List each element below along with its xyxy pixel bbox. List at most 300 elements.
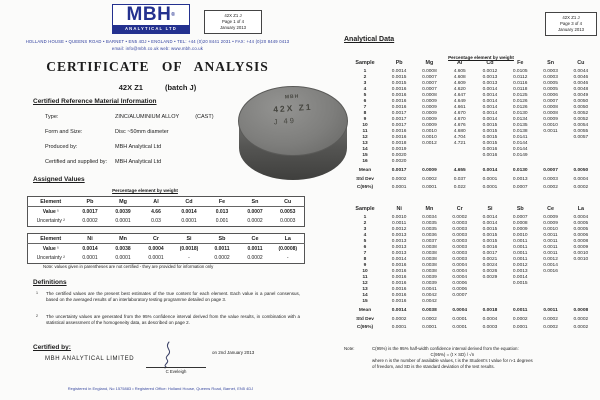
logo-wordmark: [113, 5, 189, 25]
cell-value: 0.0011: [543, 239, 558, 244]
cell-value: 4.605: [453, 69, 466, 74]
cell-value: (0.0008): [278, 245, 298, 252]
table-row: [346, 305, 596, 314]
cell-value: 0.0003: [452, 233, 468, 238]
row-label: 4: [363, 233, 367, 238]
cell-value: 0.0013: [482, 81, 498, 86]
confidence-equation: C(95%) = (t × SD) / √n: [430, 352, 475, 358]
registration-footer: Registered in England, No 1575883 • Registered Office: Holland House, Queens Road, Barnet, EN5 4DJ: [67, 386, 254, 391]
crm-value: MBH Analytical Ltd: [115, 159, 162, 165]
sample-disc-photo: [238, 86, 348, 196]
registered-trademark-icon: ®: [171, 12, 176, 18]
row-label: 5: [363, 93, 367, 98]
crm-extra: (CAST): [195, 114, 214, 120]
cell-value: 0.0020: [391, 159, 407, 164]
cell-value: 0.0035: [422, 227, 437, 232]
cell-value: Si: [487, 206, 493, 212]
cell-value: 0.0001: [452, 325, 468, 330]
cell-value: 0.0007: [512, 215, 528, 220]
cell-value: 0.0038: [422, 269, 437, 274]
cell-value: 0.0014: [482, 215, 498, 220]
cell-value: 0.0009: [422, 111, 437, 116]
note-line: C(95%) is the 95% half-width confidence interval derived from the equation:: [372, 346, 519, 351]
cell-value: 0.0116: [513, 81, 528, 86]
cell-value: 0.0014: [482, 168, 498, 173]
cell-value: 0.0004: [452, 275, 468, 280]
cell-value: 0.0130: [512, 168, 528, 173]
cell-value: 0.0001: [115, 217, 131, 224]
row-label: 11: [362, 129, 368, 134]
cell-value: 0.0011: [513, 308, 528, 313]
definitions-heading: Definitions: [33, 279, 67, 286]
cell-value: 0.0013: [391, 251, 407, 256]
cell-value: 0.0046: [573, 75, 589, 80]
row-label: 15: [362, 299, 368, 304]
cell-value: 0.0003: [280, 217, 296, 224]
cell-value: Mn: [107, 234, 140, 244]
cell-value: 0.0112: [513, 75, 528, 80]
logo-text: MBH: [126, 4, 172, 25]
note-body: [372, 346, 533, 370]
cell-value: 0.0014: [482, 93, 498, 98]
cell-value: 0.0014: [391, 257, 407, 262]
cell-value: 0.0016: [482, 153, 498, 158]
cell-value: 0.0144: [512, 147, 528, 152]
cell-value: 0.0011: [391, 221, 407, 226]
stamp-product: 42X Z1 J: [224, 13, 242, 18]
row-label: 3: [363, 227, 367, 232]
cell-value: 0.0015: [482, 135, 498, 140]
row-label: 9: [363, 263, 367, 268]
mbh-logo: [112, 4, 190, 34]
cell-value: 0.0038: [422, 251, 437, 256]
table-row: [28, 197, 305, 207]
cell-value: 4.676: [453, 123, 466, 128]
cell-value: Si: [173, 234, 206, 244]
cell-value: 0.0015: [482, 129, 498, 134]
cell-value: 4.721: [453, 141, 466, 146]
cell-value: 0.0017: [391, 117, 407, 122]
cell-value: 0.0002: [247, 254, 263, 261]
cell-value: 0.0016: [391, 87, 407, 92]
cell-value: 0.0003: [543, 176, 558, 182]
analytical-data-table-1: [346, 60, 596, 191]
cell-value: 4.620: [453, 87, 466, 92]
cell-value: 0.013: [215, 208, 229, 215]
cell-value: 0.0016: [391, 135, 407, 140]
stamp-date: January 2013: [219, 24, 247, 30]
row-label: Value ¹: [42, 208, 59, 215]
row-label: Element: [28, 197, 74, 207]
cell-value: 0.0016: [391, 275, 407, 280]
cell-value: 0.0144: [512, 141, 528, 146]
row-label: 3: [363, 81, 367, 86]
cell-value: 0.0005: [543, 87, 558, 92]
definition-text: The certified values are the present best estimates of the true content for each element. Each value is a panel consensus, based on the averaged results of an interlaboratory testing programme detailed on page 3.: [46, 291, 300, 302]
cell-value: 0.0002: [573, 185, 589, 190]
cell-value: 0.0004: [573, 176, 589, 182]
row-label: 8: [363, 257, 367, 262]
cell-value: 0.0001: [422, 185, 437, 190]
cell-value: 0.0013: [391, 239, 407, 244]
cell-value: 0.0002: [422, 176, 437, 182]
cell-value: 0.0005: [573, 227, 589, 232]
cell-value: 0.0007: [452, 293, 468, 298]
note-label: Note:: [344, 346, 355, 351]
cell-value: 0.0001: [391, 185, 407, 190]
definition-1: [36, 291, 300, 302]
cell-value: 0.0007: [422, 81, 437, 86]
cell-value: Ni: [74, 234, 107, 244]
table-row: [346, 323, 596, 332]
cell-value: 0.0002: [391, 176, 407, 182]
row-label: 10: [362, 123, 368, 128]
parentheses-note: Note: values given in parentheses are not certified - they are provided for information only: [43, 264, 214, 269]
cell-value: 0.0050: [573, 99, 589, 104]
cell-value: 0.0002: [82, 217, 98, 224]
cell-value: 0.0130: [512, 111, 528, 116]
crm-value: ZINC/ALUMINIUM ALLOY: [115, 114, 180, 120]
row-label: 1: [363, 69, 367, 74]
definition-number: 2: [36, 314, 38, 318]
cell-value: 0.0011: [247, 245, 263, 252]
row-label: Element: [28, 234, 74, 244]
cell-value: 0.0008: [543, 111, 558, 116]
cell-value: 0.0011: [543, 233, 558, 238]
cell-value: 4.704: [453, 135, 466, 140]
cell-value: 0.0007: [512, 185, 528, 190]
cell-value: 0.0013: [391, 233, 407, 238]
cell-value: 0.0011: [543, 245, 558, 250]
row-label: C(95%): [356, 185, 374, 190]
cell-value: 0.0042: [422, 299, 437, 304]
cell-value: Al: [140, 197, 173, 207]
cell-value: 0.0016: [391, 299, 407, 304]
cell-value: Pb: [74, 197, 107, 207]
cell-value: 0.0009: [543, 221, 558, 226]
table-row: [28, 234, 305, 244]
definition-number: 1: [36, 291, 38, 295]
row-label: 5: [363, 239, 367, 244]
cell-value: Cr: [456, 206, 463, 212]
cell-value: 0.0038: [115, 245, 131, 252]
cell-value: 0.0014: [181, 208, 197, 215]
cell-value: 0.0002: [543, 316, 558, 322]
cell-value: 0.0014: [482, 87, 498, 92]
cell-value: 0.0008: [543, 105, 558, 110]
cell-value: 0.0010: [422, 135, 437, 140]
cell-value: 0.0007: [247, 208, 263, 215]
cell-value: -: [286, 254, 289, 261]
cell-value: 4.670: [453, 111, 466, 116]
cell-value: 0.0017: [482, 251, 498, 256]
cell-value: 0.0009: [543, 215, 558, 220]
cell-value: 0.0002: [247, 217, 263, 224]
certified-by-heading: Certified by:: [33, 344, 71, 351]
cell-value: 0.0004: [452, 308, 468, 313]
cell-value: 4.66: [151, 208, 161, 215]
cell-value: Mg: [425, 60, 434, 66]
cell-value: Cr: [140, 234, 173, 244]
cell-value: 0.0016: [543, 269, 558, 274]
cell-value: 0.0002: [452, 215, 468, 220]
cell-value: 0.0019: [391, 147, 407, 152]
cell-value: 0.0017: [82, 208, 98, 215]
crm-value: MBH Analytical Ltd: [115, 144, 162, 150]
crm-label: Form and Size:: [45, 129, 83, 135]
cell-value: Fe: [517, 60, 524, 66]
cell-value: 0.0001: [82, 254, 98, 261]
cell-value: 0.0008: [573, 308, 589, 313]
note-line: where n is the number of available values, t is the Student's t value for n-1 degrees: [372, 358, 533, 364]
batch-label: (batch J): [164, 83, 197, 92]
cell-value: 0.0017: [391, 123, 407, 128]
cell-value: 0.001: [215, 217, 229, 224]
cell-value: 0.0009: [422, 105, 437, 110]
crm-label: Type:: [45, 114, 59, 120]
cell-value: 0.0029: [482, 275, 498, 280]
cell-value: 0.0126: [512, 99, 528, 104]
cell-value: 0.0006: [543, 93, 558, 98]
analytical-table-caption: Percentage element by weight: [448, 55, 514, 60]
stamp-page-number: Page 1 of 4: [222, 18, 244, 24]
cell-value: 0.0001: [391, 325, 407, 330]
cell-value: 0.0010: [573, 251, 589, 256]
page3-stamp: [545, 12, 597, 36]
row-label: Sample: [355, 60, 375, 66]
cell-value: 4.680: [453, 129, 466, 134]
cell-value: 0.0016: [391, 293, 407, 298]
cell-value: 0.0105: [512, 69, 528, 74]
cell-value: 0.0009: [422, 168, 437, 173]
cell-value: 0.0001: [148, 254, 164, 261]
cell-value: 0.0010: [543, 123, 558, 128]
row-label: 14: [362, 147, 368, 152]
cell-value: 0.0003: [452, 251, 468, 256]
cell-value: 0.0017: [391, 111, 407, 116]
assigned-table-caption: Percentage element by weight: [112, 188, 178, 193]
row-label: 2: [363, 75, 367, 80]
row-label: 2: [363, 221, 367, 226]
cell-value: 4.655: [453, 168, 466, 173]
crm-label: Produced by:: [45, 144, 78, 150]
cell-value: 4.647: [453, 93, 466, 98]
cell-value: 0.0038: [422, 263, 437, 268]
cell-value: 0.0057: [573, 135, 589, 140]
definition-text: The uncertainty values are generated from the 95% confidence interval derived from the value results, in combination with a statistical assessment of the homogeneity data, as described on page 2.: [46, 314, 300, 325]
cell-value: 0.0003: [543, 69, 558, 74]
cell-value: 0.0015: [391, 81, 407, 86]
cell-value: 0.0014: [482, 111, 498, 116]
cell-value: 0.0016: [482, 147, 498, 152]
cell-value: 0.0008: [573, 239, 589, 244]
cell-value: 0.0007: [543, 168, 558, 173]
row-label: Sample: [355, 206, 375, 212]
cell-value: 0.0034: [422, 215, 437, 220]
cell-value: 0.0021: [482, 257, 498, 262]
cell-value: 0.0135: [512, 123, 528, 128]
cell-value: 0.0052: [573, 111, 589, 116]
row-label: Mean: [358, 168, 372, 173]
row-label: 7: [363, 251, 367, 256]
cell-value: 0.0015: [482, 233, 498, 238]
crm-value: Disc ~50mm diameter: [115, 129, 169, 135]
cell-value: 0.0005: [573, 221, 589, 226]
cell-value: 0.0008: [422, 93, 437, 98]
cell-value: 0.0006: [452, 287, 468, 292]
cell-value: 0.0017: [391, 168, 407, 173]
product-code: 42X Z1: [118, 83, 143, 92]
cell-value: 0.0055: [573, 129, 589, 134]
cell-value: 0.0001: [452, 316, 468, 322]
certifying-company: MBH ANALYTICAL LIMITED: [45, 356, 135, 362]
cell-value: 0.0016: [482, 245, 498, 250]
row-label: 11: [362, 275, 368, 280]
table-row: [346, 206, 596, 215]
cell-value: 0.03: [151, 217, 161, 224]
stamp-product: 42X Z1 J: [562, 15, 580, 20]
row-label: 6: [363, 245, 367, 250]
cell-value: 0.0014: [482, 99, 498, 104]
cell-value: 0.0014: [543, 263, 558, 268]
row-label: 12: [362, 135, 368, 140]
cell-value: 0.0015: [482, 227, 498, 232]
cell-value: 0.0053: [280, 208, 296, 215]
row-label: Std Dev: [356, 316, 374, 322]
cell-value: 0.0016: [391, 93, 407, 98]
cell-value: 0.0149: [512, 153, 528, 158]
cell-value: 0.0010: [391, 215, 407, 220]
cell-value: 0.0041: [422, 287, 437, 292]
cell-value: 0.0007: [422, 75, 437, 80]
cell-value: 0.0039: [115, 208, 131, 215]
cell-value: 0.0015: [482, 123, 498, 128]
cell-value: 0.0004: [148, 245, 164, 252]
cell-value: 0.0039: [422, 275, 437, 280]
cell-value: 0.0011: [513, 257, 528, 262]
company-address: HOLLAND HOUSE • QUEENS ROAD • BARNET • EN5 4DJ • ENGLAND • TEL: +44 (0)20 8441 2031 • FAX: +44 (0)20 8449 0413: [25, 39, 290, 44]
stamp-page-number: Page 3 of 4: [560, 20, 582, 26]
cell-value: 0.0014: [391, 69, 407, 74]
table-row: [346, 314, 596, 323]
cell-value: 0.0013: [512, 176, 528, 182]
cell-value: 0.0012: [512, 263, 528, 268]
row-label: Mean: [358, 308, 372, 313]
cell-value: 0.0044: [573, 69, 589, 74]
assigned-values-table-2: [27, 233, 305, 264]
row-label: 1: [363, 215, 367, 220]
disc-brand: MBH: [284, 93, 300, 101]
cell-value: 0.0054: [573, 123, 589, 128]
cell-value: 0.0013: [482, 75, 498, 80]
assigned-values-table-1: [27, 196, 305, 227]
cell-value: Sn: [547, 60, 554, 66]
cell-value: -: [188, 254, 190, 261]
cell-value: 0.0010: [512, 233, 528, 238]
cell-value: 0.0003: [482, 325, 498, 330]
cell-value: 0.0014: [82, 245, 98, 252]
cell-value: 0.0010: [543, 227, 558, 232]
cell-value: 0.0009: [422, 123, 437, 128]
cell-value: Cu: [272, 197, 305, 207]
cell-value: 0.0016: [391, 105, 407, 110]
cell-value: 0.0035: [422, 221, 437, 226]
cell-value: 0.0039: [422, 281, 437, 286]
cell-value: Ni: [396, 206, 402, 212]
confidence-interval-note: [344, 346, 596, 370]
cell-value: 0.0036: [422, 233, 437, 238]
cell-value: 0.0009: [573, 245, 589, 250]
row-label: 15: [362, 153, 368, 158]
cell-value: 0.0002: [422, 316, 437, 322]
table-row: [28, 207, 305, 217]
cell-value: 0.0016: [391, 281, 407, 286]
row-label: 10: [362, 269, 368, 274]
cell-value: 0.0004: [573, 215, 589, 220]
row-label: C(95%): [356, 325, 374, 330]
analytical-data-table-2: [346, 206, 596, 331]
cell-value: 0.0002: [214, 254, 230, 261]
cell-value: 0.0002: [512, 316, 528, 322]
cell-value: Sb: [206, 234, 239, 244]
cell-value: 0.0011: [543, 251, 558, 256]
cell-value: La: [272, 234, 305, 244]
cell-value: 0.0012: [543, 257, 558, 262]
cell-value: 0.0010: [422, 129, 437, 134]
cell-value: 0.0038: [422, 308, 437, 313]
cell-value: Fe: [206, 197, 239, 207]
cell-value: 0.0010: [573, 257, 589, 262]
row-label: 14: [362, 293, 368, 298]
cell-value: 4.649: [453, 99, 466, 104]
cell-value: 0.022: [453, 185, 466, 190]
cell-value: 0.0001: [422, 325, 437, 330]
cell-value: 0.0024: [482, 263, 498, 268]
cell-value: 0.0011: [513, 239, 528, 244]
cell-value: 0.0037: [422, 239, 437, 244]
cell-value: 0.0048: [573, 87, 589, 92]
row-label: 16: [362, 159, 368, 164]
cell-value: 0.0005: [543, 81, 558, 86]
cell-value: 0.0011: [214, 245, 230, 252]
cell-value: Mg: [107, 197, 140, 207]
cell-value: 0.0009: [512, 227, 528, 232]
cell-value: 0.0011: [543, 308, 558, 313]
cell-value: 0.0011: [513, 251, 528, 256]
signature-line: [146, 367, 206, 368]
cell-value: 0.0014: [482, 221, 498, 226]
disc-product-code: 42X Z1: [272, 101, 313, 115]
cell-value: 0.0015: [512, 281, 528, 286]
cell-value: Cd: [486, 60, 494, 66]
cell-value: 0.0018: [391, 141, 407, 146]
cell-value: 4.609: [453, 81, 466, 86]
cell-value: Sn: [239, 197, 272, 207]
cell-value: Cd: [173, 197, 206, 207]
table-row: [346, 60, 596, 69]
cell-value: 0.0038: [422, 245, 437, 250]
cell-value: 0.0007: [422, 87, 437, 92]
cell-value: Mn: [425, 206, 434, 212]
row-label: 7: [363, 105, 367, 110]
certificate-title: CERTIFICATE OF ANALYSIS: [46, 59, 269, 74]
cell-value: 0.0003: [452, 257, 468, 262]
cell-value: 0.0011: [513, 245, 528, 250]
cell-value: 0.0138: [512, 129, 528, 134]
row-label: 4: [363, 87, 367, 92]
cell-value: Al: [457, 60, 463, 66]
cell-value: 0.0004: [452, 263, 468, 268]
